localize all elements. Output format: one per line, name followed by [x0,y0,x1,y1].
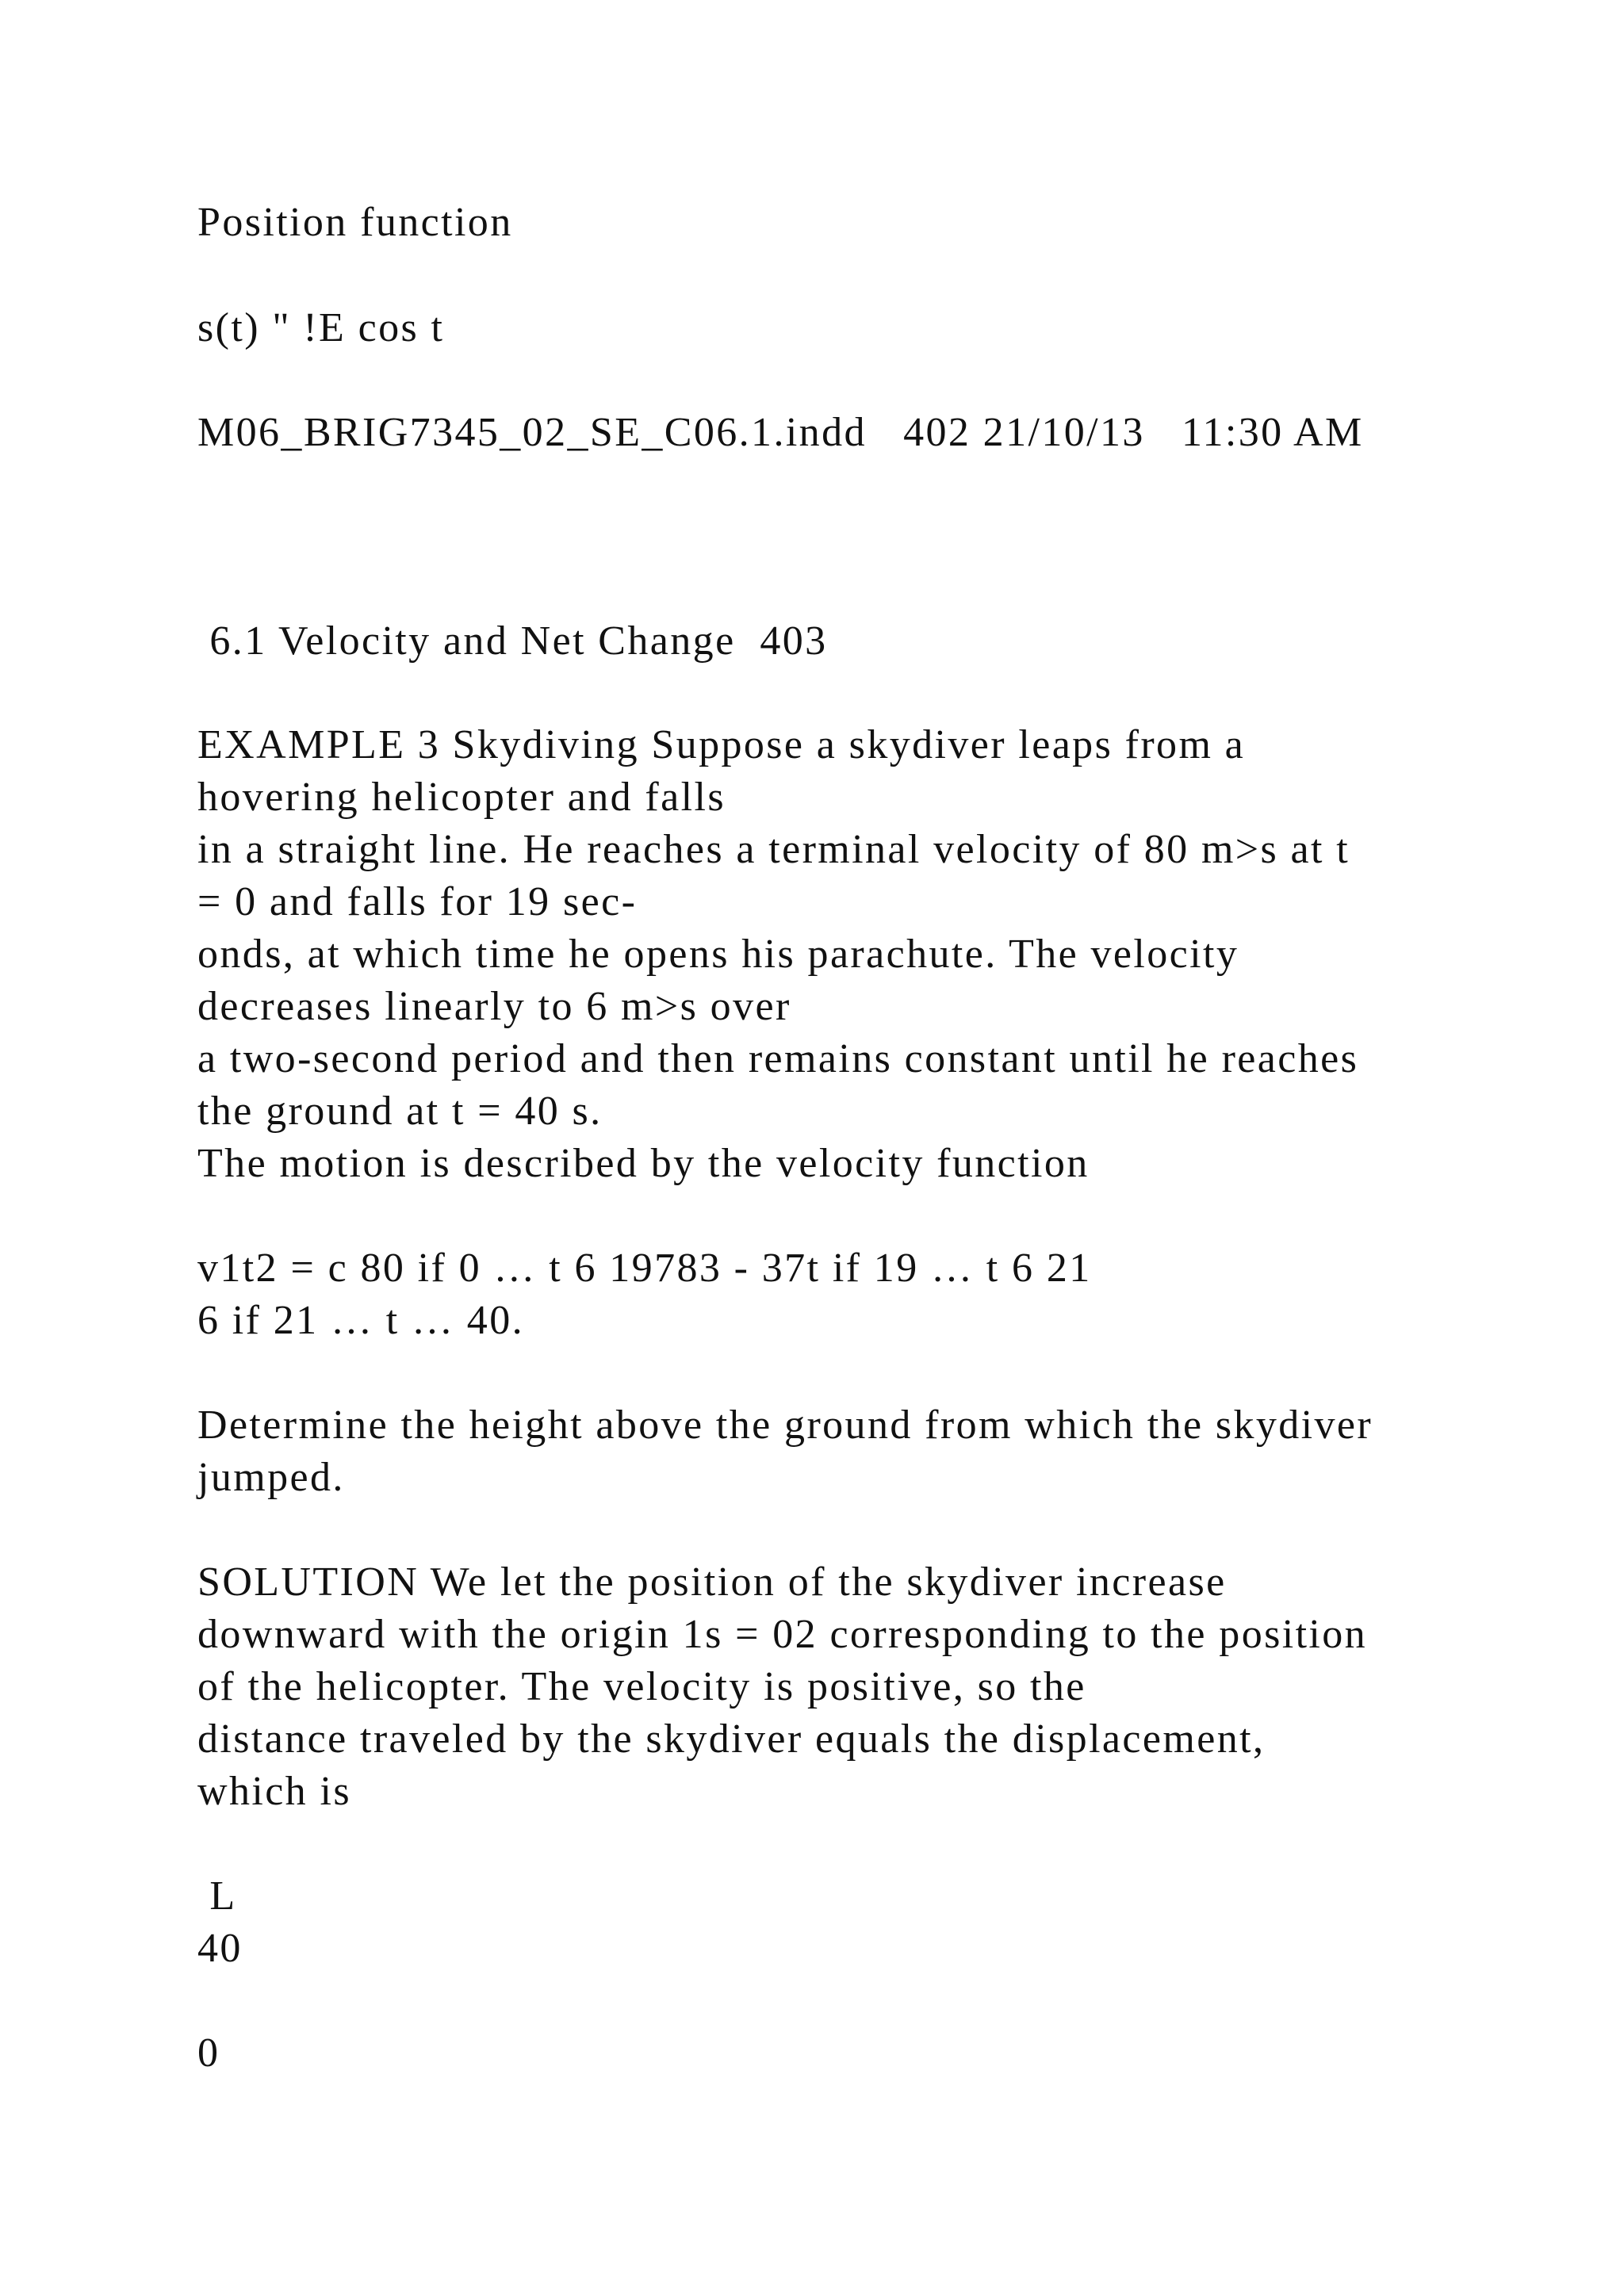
velocity-function-line: v1t2 = c 80 if 0 … t 6 19783 - 37t if 19 … t 6 21 [197,1246,1092,1291]
example-line: = 0 and falls for 19 sec- [197,879,638,924]
position-function-label: Position function [197,200,513,245]
solution-line: distance traveled by the skydiver equals the displacement, [197,1716,1266,1762]
question-line: jumped. [197,1455,345,1500]
position-function-formula: s(t) " !E cos t [197,305,445,350]
example-line: The motion is described by the velocity function [197,1141,1090,1186]
file-slug-line: M06_BRIG7345_02_SE_C06.1.indd 402 21/10/13 11:30 AM [197,410,1364,455]
solution-line: downward with the origin 1s = 02 corresponding to the position [197,1612,1368,1657]
question-line: Determine the height above the ground from which the skydiver [197,1402,1373,1448]
example-line: decreases linearly to 6 m>s over [197,984,791,1029]
example-line: hovering helicopter and falls [197,775,726,820]
solution-line: SOLUTION We let the position of the skydiver increase [197,1559,1227,1605]
velocity-function-line: 6 if 21 … t … 40. [197,1298,525,1343]
solution-line: of the helicopter. The velocity is positive, so the [197,1664,1086,1709]
solution-line: which is [197,1769,351,1814]
example-line: in a straight line. He reaches a terminal velocity of 80 m>s at t [197,827,1350,872]
example-line: a two-second period and then remains constant until he reaches [197,1036,1359,1081]
integral-symbol: L [197,1873,237,1919]
example-line: the ground at t = 40 s. [197,1089,603,1134]
integral-lower-limit: 0 [197,2030,220,2076]
integral-upper-limit: 40 [197,1926,243,1971]
example-line: onds, at which time he opens his parachute. The velocity [197,932,1239,977]
example-line: EXAMPLE 3 Skydiving Suppose a skydiver leaps from a [197,722,1246,767]
running-head: 6.1 Velocity and Net Change 403 [197,618,828,664]
